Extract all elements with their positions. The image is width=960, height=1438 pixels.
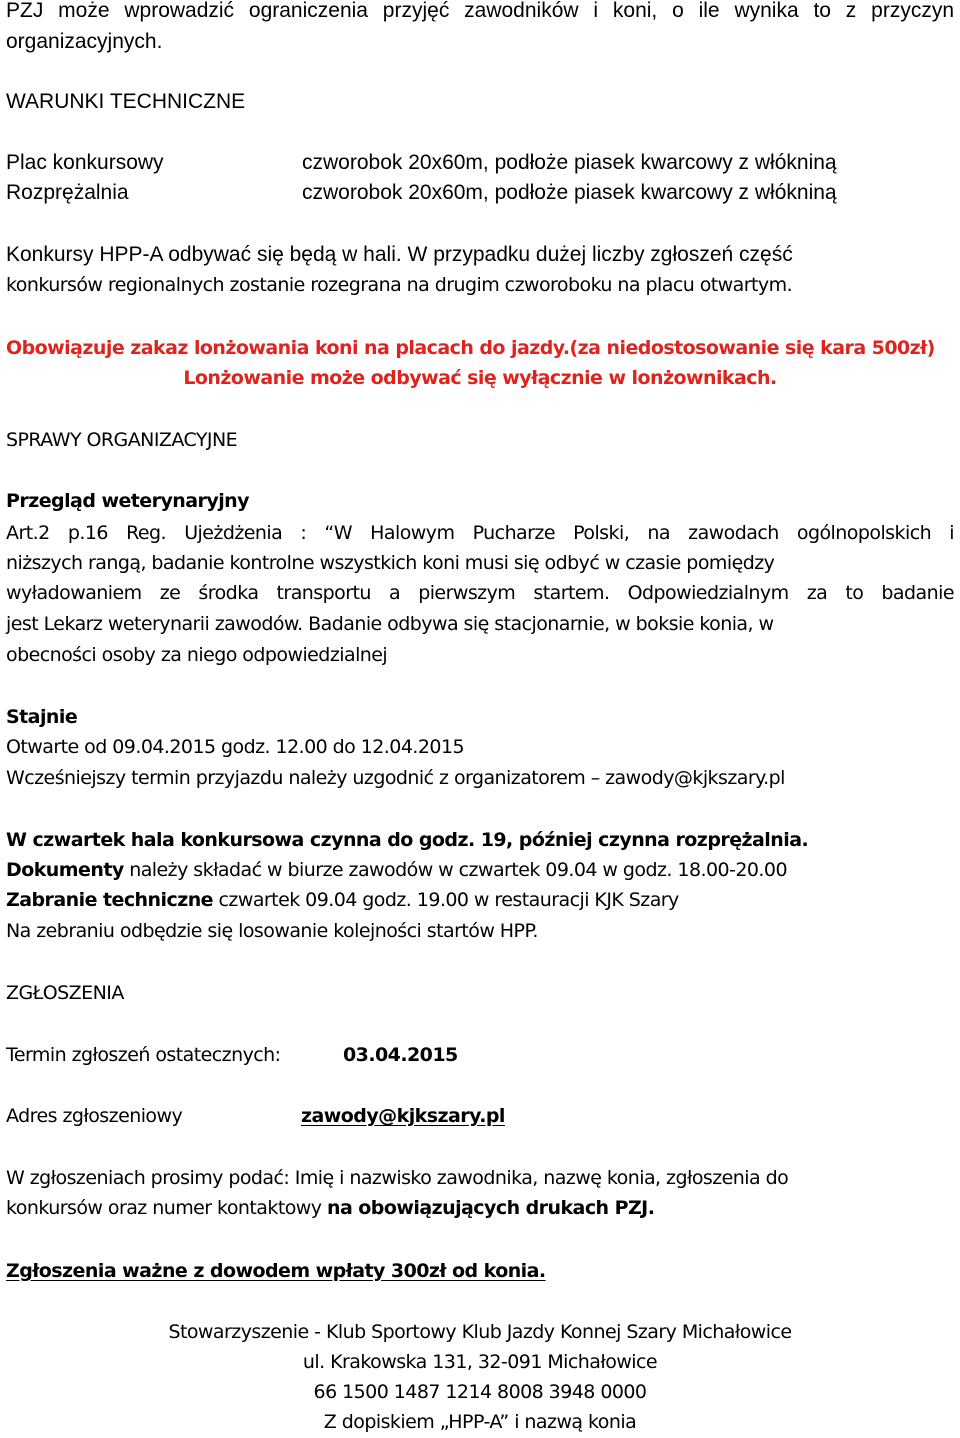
address-email-link[interactable]: zawody@kjkszary.pl bbox=[301, 1105, 505, 1127]
technical-row bbox=[6, 178, 954, 208]
stables-heading: Stajnie bbox=[6, 706, 78, 728]
vet-line: obecności osoby za niego odpowiedzialnej bbox=[6, 644, 388, 666]
technical-label: Rozprężalnia bbox=[6, 181, 129, 204]
footer-line: ul. Krakowska 131, 32-091 Michałowice bbox=[302, 1351, 658, 1373]
technical-row bbox=[6, 148, 954, 178]
warning-line: Obowiązuje zakaz lonżowania koni na placach do jazdy.(za niedostosowanie się kara 500zł) bbox=[6, 337, 935, 359]
stables-open: Otwarte od 09.04.2015 godz. 12.00 do 12.04.2015 bbox=[6, 736, 465, 758]
hall-hours: W czwartek hala konkursowa czynna do godz. 19, później czynna rozprężalnia. bbox=[6, 829, 809, 851]
intro-line: organizacyjnych. bbox=[6, 30, 163, 53]
hall-line: konkursów regionalnych zostanie rozegrana na drugim czworoboku na placu otwartym. bbox=[6, 274, 793, 296]
entries-info-text: konkursów oraz numer kontaktowy bbox=[6, 1197, 327, 1219]
intro-line: PZJ może wprowadzić ograniczenia przyjęć zawodników i koni, o ile wynika to z przyczyn bbox=[6, 0, 954, 22]
meeting-text: czwartek 09.04 godz. 19.00 w restauracji KJK Szary bbox=[213, 889, 679, 911]
meeting-label: Zabranie techniczne bbox=[6, 889, 214, 911]
vet-heading: Przegląd weterynaryjny bbox=[6, 490, 249, 512]
footer-line: 66 1500 1487 1214 8008 3948 0000 bbox=[313, 1381, 647, 1403]
technical-heading: WARUNKI TECHNICZNE bbox=[6, 90, 246, 113]
entries-info-bold: na obowiązujących drukach PZJ. bbox=[326, 1197, 655, 1219]
footer-line: Z dopiskiem „HPP-A” i nazwą konia bbox=[323, 1411, 637, 1433]
entries-info-line bbox=[6, 1193, 954, 1223]
vet-line: jest Lekarz weterynarii zawodów. Badanie odbywa się stacjonarnie, w boksie konia, w bbox=[6, 613, 774, 635]
address-label: Adres zgłoszeniowy bbox=[6, 1105, 183, 1127]
address-row bbox=[6, 1101, 954, 1131]
deadline-value: 03.04.2015 bbox=[343, 1044, 458, 1066]
stables-earlier: Wcześniejszy termin przyjazdu należy uzgodnić z organizatorem – zawody@kjkszary.pl bbox=[6, 767, 785, 789]
warning-line: Lonżowanie może odbywać się wyłącznie w lonżownikach. bbox=[183, 367, 777, 389]
meeting-line bbox=[6, 885, 954, 915]
deadline-row bbox=[6, 1040, 954, 1070]
documents-label: Dokumenty bbox=[6, 859, 124, 881]
technical-value: czworobok 20x60m, podłoże piasek kwarcowy z włókniną bbox=[302, 151, 837, 174]
draw-line: Na zebraniu odbędzie się losowanie kolejności startów HPP. bbox=[6, 920, 538, 942]
hall-line: Konkursy HPP-A odbywać się będą w hali. W przypadku dużej liczby zgłoszeń część bbox=[6, 243, 793, 266]
deadline-label: Termin zgłoszeń ostatecznych: bbox=[6, 1044, 281, 1066]
footer-line: Stowarzyszenie - Klub Sportowy Klub Jazdy Konnej Szary Michałowice bbox=[168, 1321, 792, 1343]
vet-line: niższych rangą, badanie kontrolne wszystkich koni musi się odbyć w czasie pomiędzy bbox=[6, 552, 775, 574]
vet-line: Art.2 p.16 Reg. Ujeżdżenia : “W Halowym Pucharze Polski, na zawodach ogólnopolskich i bbox=[6, 522, 954, 544]
organizational-heading: SPRAWY ORGANIZACYJNE bbox=[6, 429, 238, 451]
technical-value: czworobok 20x60m, podłoże piasek kwarcowy z włókniną bbox=[302, 181, 837, 204]
documents-line bbox=[6, 855, 954, 885]
documents-text: należy składać w biurze zawodów w czwartek 09.04 w godz. 18.00-20.00 bbox=[123, 859, 787, 881]
vet-line: wyładowaniem ze środka transportu a pierwszym startem. Odpowiedzialnym za to badanie bbox=[6, 582, 954, 604]
technical-label: Plac konkursowy bbox=[6, 151, 164, 174]
entries-info-line: W zgłoszeniach prosimy podać: Imię i nazwisko zawodnika, nazwę konia, zgłoszenia do bbox=[6, 1167, 789, 1189]
entries-valid-note: Zgłoszenia ważne z dowodem wpłaty 300zł od konia. bbox=[6, 1260, 546, 1282]
entries-heading: ZGŁOSZENIA bbox=[6, 982, 124, 1004]
